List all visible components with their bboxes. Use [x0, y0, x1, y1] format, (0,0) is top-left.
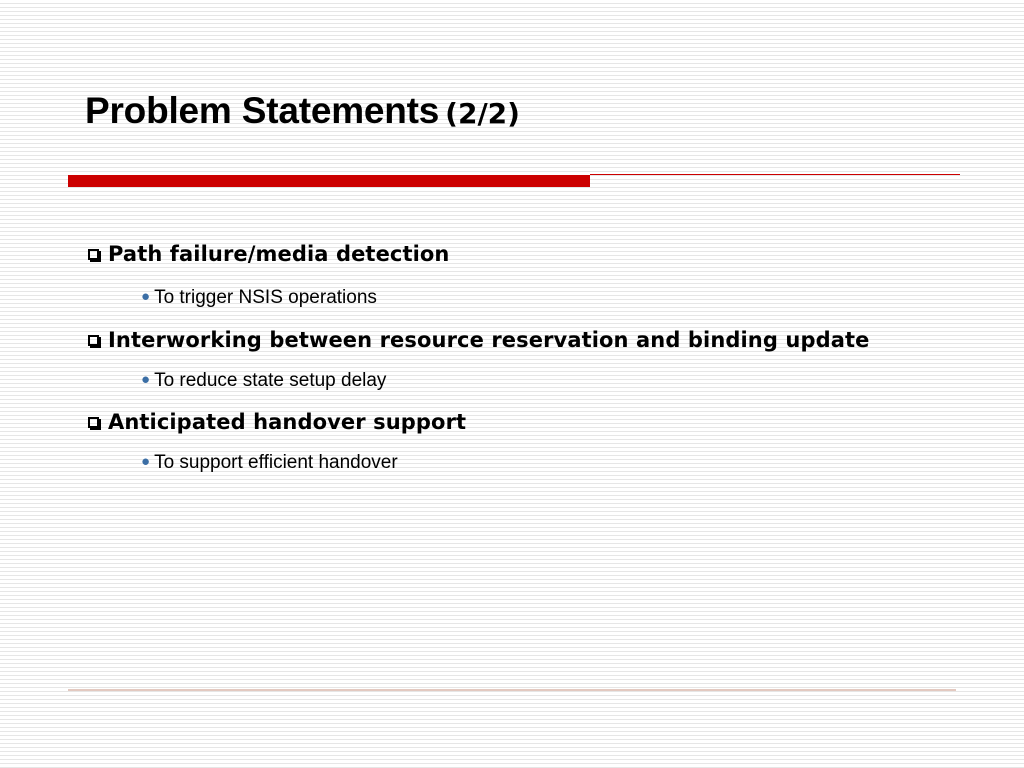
bullet-heading: Path failure/media detection	[108, 242, 450, 266]
bullet-dot-icon: ●	[141, 288, 151, 305]
bullet-heading: Interworking between resource reservation and binding update	[108, 328, 870, 352]
bullet-item	[88, 328, 869, 352]
footer-divider	[68, 689, 956, 691]
bullet-dot-icon: ●	[141, 371, 151, 388]
sub-bullet-text: To support efficient handover	[154, 452, 398, 473]
title-page-indicator: (2/2)	[445, 97, 520, 130]
checkbox-icon	[88, 335, 99, 346]
checkbox-icon	[88, 417, 99, 428]
checkbox-icon	[88, 249, 99, 260]
sub-bullet-item	[141, 369, 386, 392]
sub-bullet-text: To trigger NSIS operations	[154, 287, 377, 308]
sub-bullet-text: To reduce state setup delay	[154, 370, 387, 391]
bullet-item	[88, 242, 449, 266]
bullet-item	[88, 410, 466, 434]
title-text: Problem Statements	[85, 90, 440, 131]
sub-bullet-item	[141, 286, 377, 309]
bullet-heading: Anticipated handover support	[108, 410, 467, 434]
sub-bullet-item	[141, 451, 398, 474]
bullet-dot-icon: ●	[141, 453, 151, 470]
